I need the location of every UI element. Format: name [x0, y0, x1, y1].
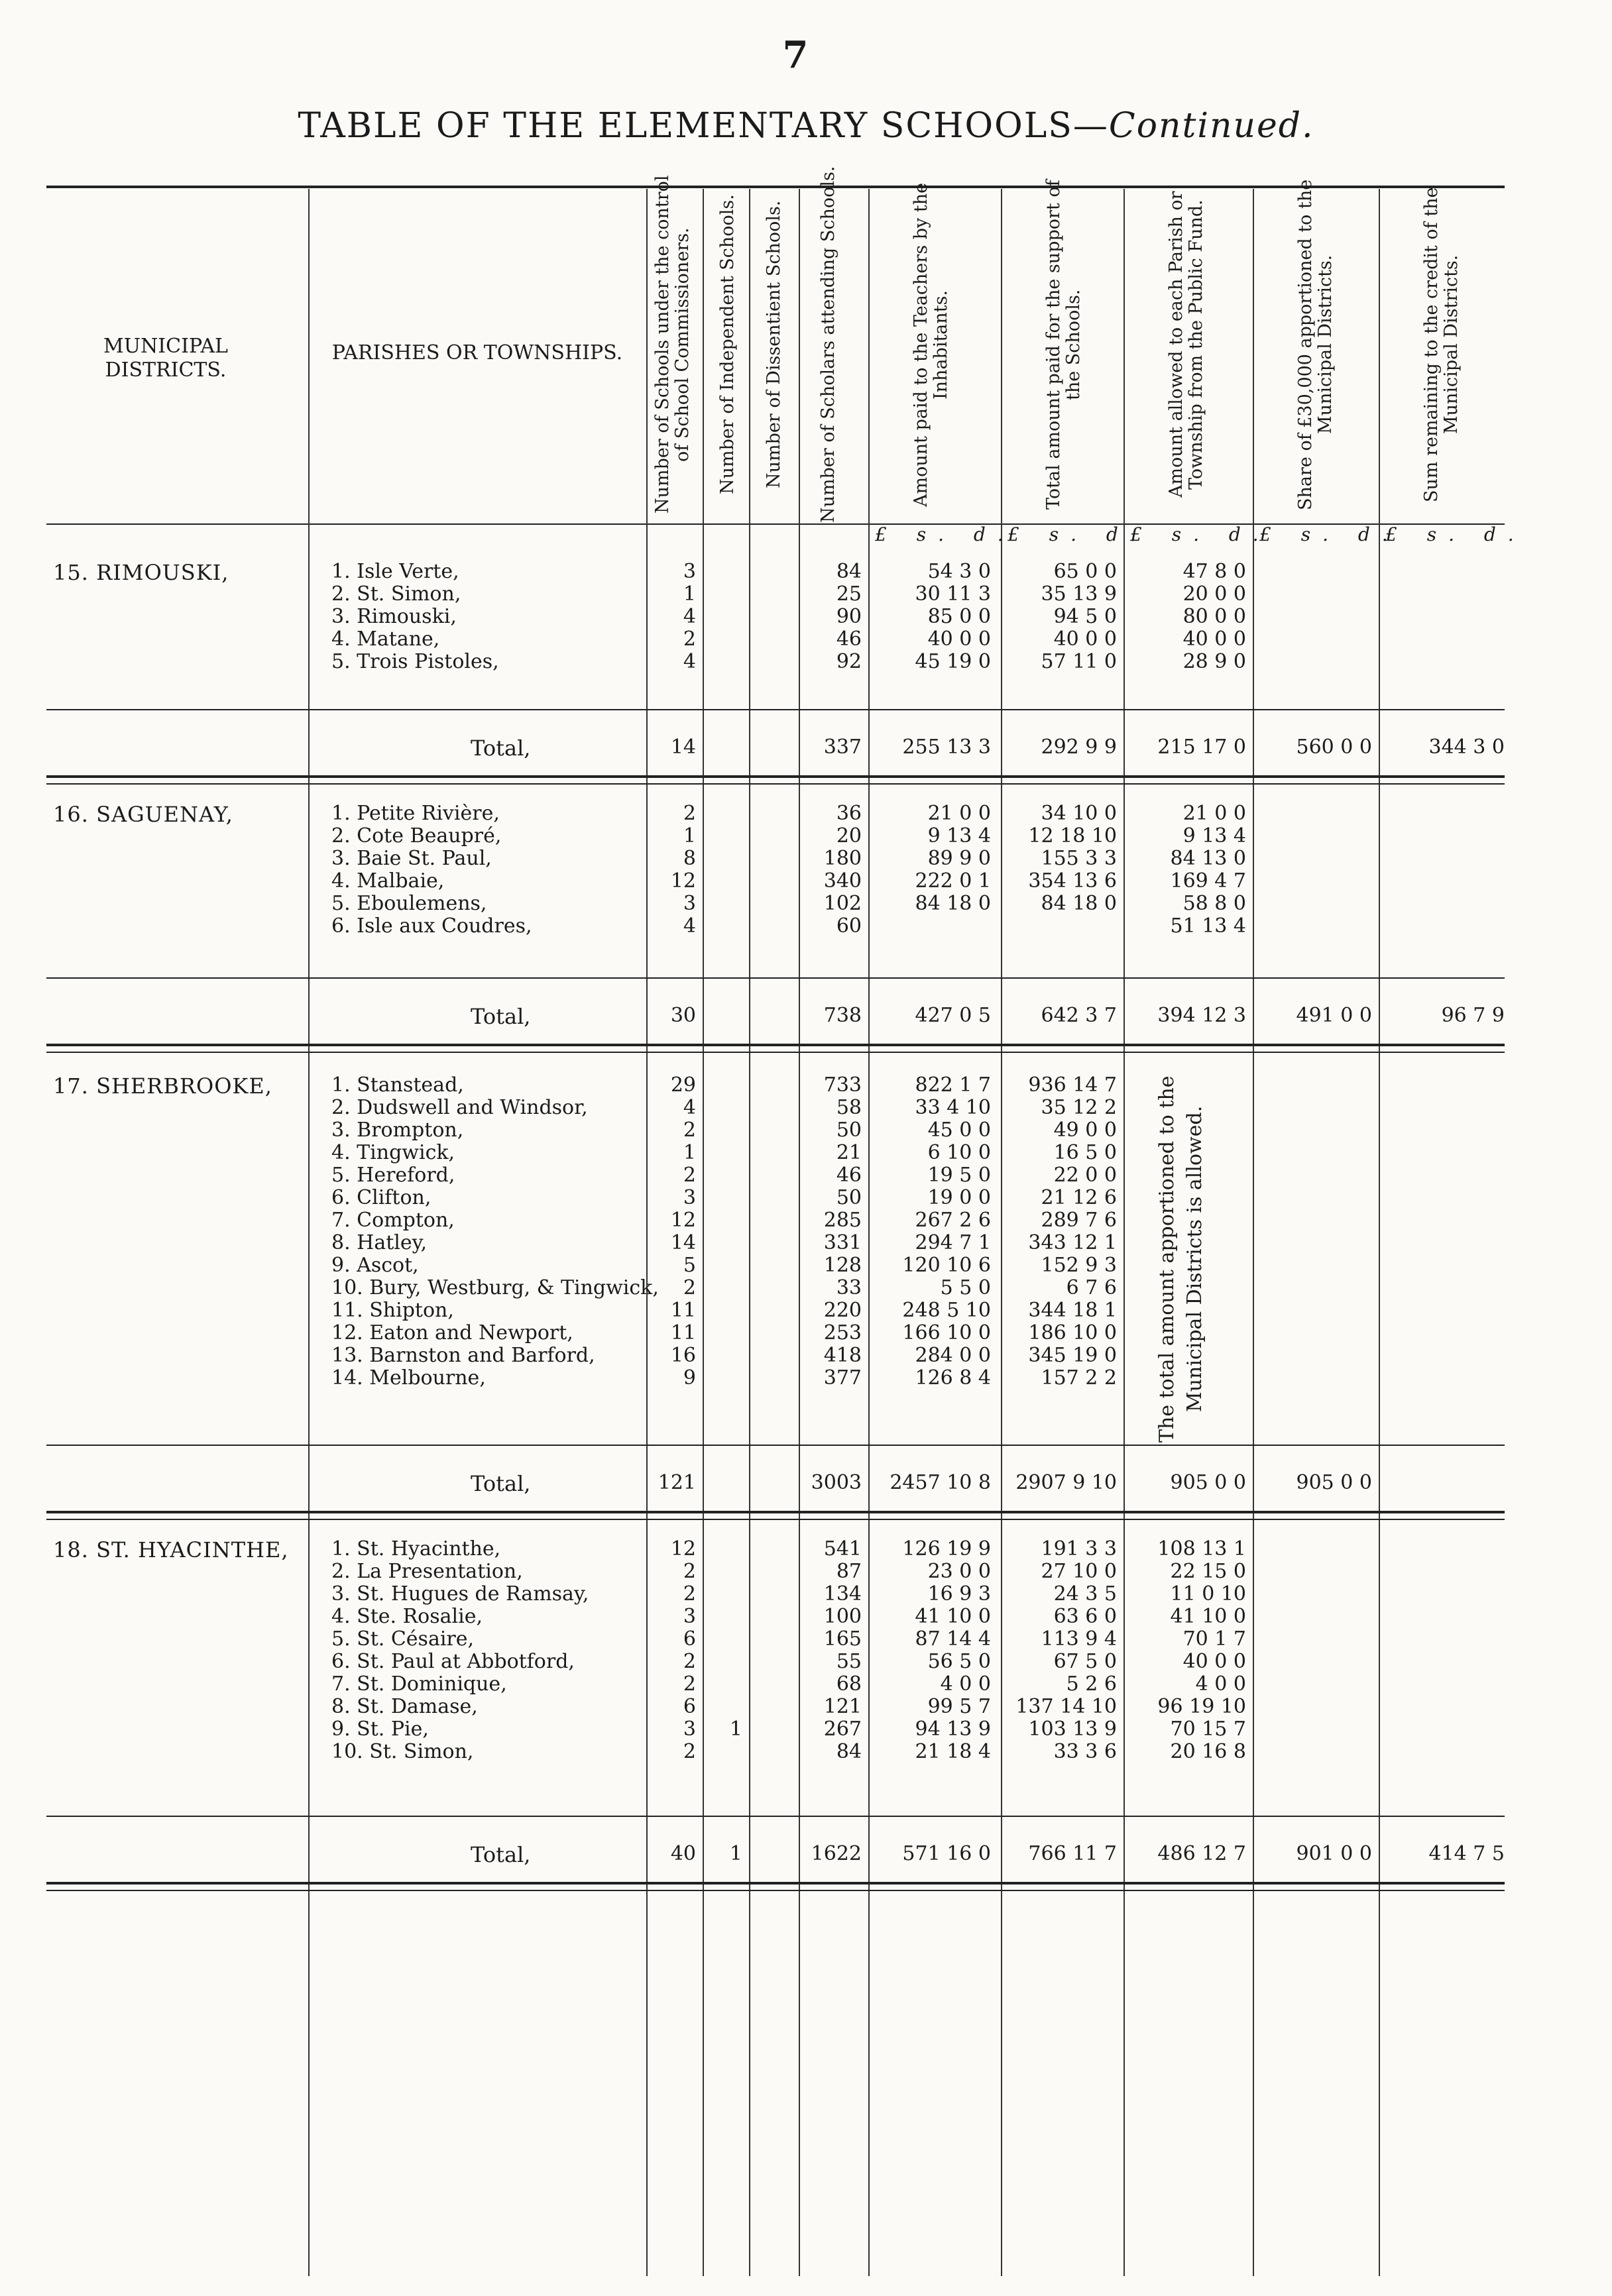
cell-sch: 55	[836, 1650, 862, 1673]
cell-ts: 49 0 0	[1053, 1119, 1117, 1142]
cell-sch: 33	[836, 1276, 862, 1299]
cell-sch: 20	[836, 824, 862, 847]
total-label: Total,	[471, 1471, 531, 1496]
cell-pf: 20 0 0	[1182, 582, 1246, 606]
cell-ts: 6 7 6	[1066, 1276, 1117, 1299]
header-district: MUNICIPAL DISTRICTS.	[103, 335, 228, 382]
total-label: Total,	[471, 1004, 531, 1029]
cell-rem: 96 7 9	[1441, 1004, 1505, 1027]
cell-ts: 344 18 1	[1028, 1299, 1117, 1322]
cell-sc: 4	[683, 650, 696, 673]
cell-ts: 40 0 0	[1053, 628, 1117, 651]
cell-pf: 9 13 4	[1182, 824, 1246, 847]
cell-sch: 165	[823, 1627, 862, 1651]
district-name: 16. SAGUENAY,	[53, 802, 233, 827]
table-row-parish: 1. Isle Verte,	[331, 560, 459, 583]
table-row-parish: 6. St. Paul at Abbotford,	[331, 1650, 575, 1673]
cell-pi: 41 10 0	[915, 1605, 991, 1628]
cell-rem: 414 7 5	[1428, 1842, 1505, 1865]
cell-ts: 289 7 6	[1041, 1209, 1117, 1232]
section-rule	[46, 1445, 1505, 1446]
cell-sc: 121	[658, 1471, 696, 1494]
cell-sch: 377	[823, 1366, 862, 1390]
cell-pf: 169 4 7	[1170, 869, 1246, 893]
title-continued: Continued.	[1108, 106, 1314, 146]
section-rule	[46, 1511, 1505, 1513]
cell-sc: 3	[683, 1718, 696, 1741]
cell-ts: 191 3 3	[1041, 1537, 1117, 1560]
cell-sc: 11	[670, 1321, 696, 1344]
column-line	[1123, 189, 1125, 2276]
cell-pf: 70 1 7	[1182, 1627, 1246, 1651]
cell-pi: 23 0 0	[927, 1560, 991, 1583]
table-row-parish: 2. Dudswell and Windsor,	[331, 1096, 588, 1119]
cell-sc: 2	[683, 628, 696, 651]
cell-pi: 56 5 0	[927, 1650, 991, 1673]
cell-sc: 2	[683, 802, 696, 825]
cell-ts: 157 2 2	[1041, 1366, 1117, 1390]
table-row-parish: 5. Eboulemens,	[331, 892, 487, 915]
header-scholars: Number of Scholars attending Schools.	[818, 166, 838, 523]
cell-share: 491 0 0	[1296, 1004, 1372, 1027]
cell-pf: 486 12 7	[1157, 1842, 1246, 1865]
table-row-parish: 5. Trois Pistoles,	[331, 650, 499, 673]
table-row-parish: 5. Hereford,	[331, 1164, 455, 1187]
cell-pi: 267 2 6	[915, 1209, 991, 1232]
header-public-fund: Amount allowed to each Parish or Township from the Public Fund.	[1166, 191, 1206, 498]
money-units: £ s. d.	[1008, 523, 1148, 545]
cell-pi: 571 16 0	[902, 1842, 991, 1865]
cell-ts: 16 5 0	[1053, 1141, 1117, 1164]
table-row-parish: 8. St. Damase,	[331, 1695, 478, 1718]
cell-sch: 90	[836, 605, 862, 628]
cell-ts: 22 0 0	[1053, 1164, 1117, 1187]
cell-ts: 137 14 10	[1015, 1695, 1117, 1718]
cell-sch: 21	[836, 1141, 862, 1164]
cell-sch: 1622	[811, 1842, 862, 1865]
cell-pi: 45 0 0	[927, 1119, 991, 1142]
cell-ts: 34 10 0	[1041, 802, 1117, 825]
cell-ts: 766 11 7	[1028, 1842, 1117, 1865]
page-number: 7	[782, 33, 809, 77]
cell-pf: 40 0 0	[1182, 628, 1246, 651]
cell-sc: 5	[683, 1254, 696, 1277]
cell-share: 901 0 0	[1296, 1842, 1372, 1865]
cell-ts: 343 12 1	[1028, 1231, 1117, 1254]
table-row-parish: 2. La Presentation,	[331, 1560, 523, 1583]
column-line	[1379, 189, 1380, 2276]
cell-sch: 84	[836, 560, 862, 583]
table-row-parish: 4. Malbaie,	[331, 869, 445, 893]
cell-pi: 84 18 0	[915, 892, 991, 915]
cell-sch: 60	[836, 914, 862, 938]
money-units: £ s. d.	[1259, 523, 1400, 545]
cell-pf: 28 9 0	[1182, 650, 1246, 673]
cell-pi: 294 7 1	[915, 1231, 991, 1254]
cell-sch: 418	[823, 1344, 862, 1367]
cell-ts: 936 14 7	[1028, 1073, 1117, 1097]
section-rule	[46, 977, 1505, 979]
cell-sch: 87	[836, 1560, 862, 1583]
section-rule	[46, 1890, 1505, 1891]
cell-sc: 3	[683, 1605, 696, 1628]
cell-pf: 84 13 0	[1170, 847, 1246, 870]
cell-sc: 2	[683, 1650, 696, 1673]
table-row-parish: 9. St. Pie,	[331, 1718, 429, 1741]
cell-pf: 41 10 0	[1170, 1605, 1246, 1628]
cell-pf: 40 0 0	[1182, 1650, 1246, 1673]
cell-ts: 84 18 0	[1041, 892, 1117, 915]
cell-sch: 46	[836, 628, 862, 651]
cell-ts: 345 19 0	[1028, 1344, 1117, 1367]
cell-pf: 58 8 0	[1182, 892, 1246, 915]
page-title	[0, 106, 1612, 146]
cell-sc: 3	[683, 1186, 696, 1209]
cell-sc: 4	[683, 1096, 696, 1119]
title-main: TABLE OF THE ELEMENTARY SCHOOLS—	[298, 106, 1109, 146]
table-row-parish: 3. Brompton,	[331, 1119, 464, 1142]
column-line	[703, 189, 704, 2276]
header-schools-commissioners: Number of Schools under the control of School Commissioners.	[652, 175, 693, 514]
cell-sch: 220	[823, 1299, 862, 1322]
header-share: Share of £30,000 apportioned to the Municipal Districts.	[1295, 179, 1336, 510]
cell-ts: 354 13 6	[1028, 869, 1117, 893]
cell-share: 560 0 0	[1296, 736, 1372, 759]
cell-pf: 80 0 0	[1182, 605, 1246, 628]
column-line	[308, 189, 310, 2276]
cell-ts: 65 0 0	[1053, 560, 1117, 583]
column-line	[749, 189, 750, 2276]
cell-ts: 21 12 6	[1041, 1186, 1117, 1209]
total-label: Total,	[471, 736, 531, 761]
cell-pi: 126 8 4	[915, 1366, 991, 1390]
cell-sch: 50	[836, 1119, 862, 1142]
section-rule	[46, 1816, 1505, 1817]
cell-sc: 3	[683, 892, 696, 915]
cell-pi: 89 9 0	[927, 847, 991, 870]
total-label: Total,	[471, 1842, 531, 1867]
cell-sch: 285	[823, 1209, 862, 1232]
cell-sc: 8	[683, 847, 696, 870]
cell-sch: 253	[823, 1321, 862, 1344]
cell-sch: 180	[823, 847, 862, 870]
cell-pi: 94 13 9	[915, 1718, 991, 1741]
column-line	[868, 189, 870, 2276]
cell-pi: 822 1 7	[915, 1073, 991, 1097]
cell-sch: 337	[823, 736, 862, 759]
cell-ts: 57 11 0	[1041, 650, 1117, 673]
table-row-parish: 7. St. Dominique,	[331, 1672, 507, 1696]
cell-sch: 331	[823, 1231, 862, 1254]
table-row-parish: 4. Tingwick,	[331, 1141, 455, 1164]
cell-sc: 2	[683, 1582, 696, 1606]
cell-pf: 11 0 10	[1170, 1582, 1246, 1606]
cell-ts: 94 5 0	[1053, 605, 1117, 628]
cell-ts: 186 10 0	[1028, 1321, 1117, 1344]
cell-sc: 2	[683, 1276, 696, 1299]
column-line	[799, 189, 800, 2276]
cell-pi: 2457 10 8	[890, 1471, 991, 1494]
cell-pf: 394 12 3	[1157, 1004, 1246, 1027]
table-row-parish: 5. St. Césaire,	[331, 1627, 475, 1651]
table-row-parish: 3. St. Hugues de Ramsay,	[331, 1582, 589, 1606]
cell-ts: 35 12 2	[1041, 1096, 1117, 1119]
cell-sc: 29	[670, 1073, 696, 1097]
header-remaining: Sum remaining to the credit of the Municipal Districts.	[1421, 187, 1462, 502]
cell-ts: 155 3 3	[1041, 847, 1117, 870]
cell-sch: 134	[823, 1582, 862, 1606]
cell-sc: 14	[670, 1231, 696, 1254]
cell-sch: 68	[836, 1672, 862, 1696]
header-parish: PARISHES OR TOWNSHIPS.	[331, 341, 623, 364]
column-line	[646, 189, 648, 2276]
header-total-support: Total amount paid for the support of the Schools.	[1043, 180, 1084, 510]
header-paid-inhabitants: Amount paid to the Teachers by the Inhabitants.	[911, 182, 951, 507]
cell-sc: 14	[670, 736, 696, 759]
cell-sch: 25	[836, 582, 862, 606]
cell-pi: 6 10 0	[927, 1141, 991, 1164]
cell-ts: 12 18 10	[1028, 824, 1117, 847]
header-dissentient: Number of Dissentient Schools.	[764, 200, 784, 489]
table-row-parish: 14. Melbourne,	[331, 1366, 486, 1390]
cell-pf: 215 17 0	[1157, 736, 1246, 759]
cell-ts: 24 3 5	[1053, 1582, 1117, 1606]
cell-ts: 113 9 4	[1041, 1627, 1117, 1651]
cell-sc: 30	[670, 1004, 696, 1027]
cell-sch: 121	[823, 1695, 862, 1718]
table-row-parish: 2. St. Simon,	[331, 582, 461, 606]
table-row-parish: 6. Isle aux Coudres,	[331, 914, 532, 938]
cell-pf: 96 19 10	[1157, 1695, 1246, 1718]
cell-pi: 54 3 0	[927, 560, 991, 583]
table-row-parish: 3. Rimouski,	[331, 605, 457, 628]
cell-sch: 50	[836, 1186, 862, 1209]
cell-sc: 2	[683, 1672, 696, 1696]
money-units: £ s. d.	[1385, 523, 1526, 545]
cell-pi: 45 19 0	[915, 650, 991, 673]
cell-sch: 58	[836, 1096, 862, 1119]
cell-sc: 16	[670, 1344, 696, 1367]
cell-ts: 292 9 9	[1041, 736, 1117, 759]
cell-ts: 63 6 0	[1053, 1605, 1117, 1628]
cell-sc: 2	[683, 1164, 696, 1187]
cell-sc: 4	[683, 914, 696, 938]
cell-pf: 51 13 4	[1170, 914, 1246, 938]
cell-sch: 128	[823, 1254, 862, 1277]
section-rule	[46, 1882, 1505, 1885]
section-rule	[46, 1044, 1505, 1046]
table-row-parish: 2. Cote Beaupré,	[331, 824, 502, 847]
table-row-parish: 9. Ascot,	[331, 1254, 419, 1277]
section-rule	[46, 1052, 1505, 1053]
cell-sc: 1	[683, 824, 696, 847]
cell-sch: 36	[836, 802, 862, 825]
table-row-parish: 10. Bury, Westburg, & Tingwick,	[331, 1276, 659, 1299]
cell-pi: 126 19 9	[902, 1537, 991, 1560]
cell-ts: 5 2 6	[1066, 1672, 1117, 1696]
cell-pi: 33 4 10	[915, 1096, 991, 1119]
cell-ts: 33 3 6	[1053, 1740, 1117, 1763]
cell-sch: 84	[836, 1740, 862, 1763]
section-rule	[46, 709, 1505, 710]
section-rule	[46, 775, 1505, 778]
cell-pi: 19 0 0	[927, 1186, 991, 1209]
cell-sc: 40	[670, 1842, 696, 1865]
cell-pi: 5 5 0	[940, 1276, 991, 1299]
cell-pi: 255 13 3	[902, 736, 991, 759]
cell-pf: 905 0 0	[1170, 1471, 1246, 1494]
table-row-parish: 4. Matane,	[331, 628, 440, 651]
table-row-parish: 13. Barnston and Barford,	[331, 1344, 595, 1367]
cell-pf: 70 15 7	[1170, 1718, 1246, 1741]
cell-pi: 40 0 0	[927, 628, 991, 651]
cell-pi: 427 0 5	[915, 1004, 991, 1027]
table-row-parish: 3. Baie St. Paul,	[331, 847, 492, 870]
cell-pf: 47 8 0	[1182, 560, 1246, 583]
cell-ind: 1	[729, 1718, 742, 1741]
table-row-parish: 6. Clifton,	[331, 1186, 432, 1209]
cell-pi: 166 10 0	[902, 1321, 991, 1344]
cell-sch: 738	[823, 1004, 862, 1027]
cell-sch: 46	[836, 1164, 862, 1187]
cell-pf: 21 0 0	[1182, 802, 1246, 825]
cell-sch: 100	[823, 1605, 862, 1628]
cell-sch: 340	[823, 869, 862, 893]
cell-pi: 99 5 7	[927, 1695, 991, 1718]
cell-sch: 3003	[811, 1471, 862, 1494]
table-row-parish: 12. Eaton and Newport,	[331, 1321, 573, 1344]
cell-ts: 2907 9 10	[1015, 1471, 1117, 1494]
cell-pi: 9 13 4	[927, 824, 991, 847]
cell-ind: 1	[729, 1842, 742, 1865]
section-rule	[46, 1519, 1505, 1520]
cell-sc: 11	[670, 1299, 696, 1322]
header-independent: Number of Independent Schools.	[717, 194, 738, 495]
money-units: £ s. d.	[875, 523, 1015, 545]
table-row-parish: 1. St. Hyacinthe,	[331, 1537, 501, 1560]
cell-pi: 19 5 0	[927, 1164, 991, 1187]
cell-pf: 22 15 0	[1170, 1560, 1246, 1583]
cell-rem: 344 3 0	[1428, 736, 1505, 759]
cell-ts: 642 3 7	[1041, 1004, 1117, 1027]
cell-pi: 248 5 10	[902, 1299, 991, 1322]
cell-pi: 87 14 4	[915, 1627, 991, 1651]
table-row-parish: 7. Compton,	[331, 1209, 455, 1232]
cell-ts: 103 13 9	[1028, 1718, 1117, 1741]
cell-sc: 2	[683, 1740, 696, 1763]
cell-ts: 152 9 3	[1041, 1254, 1117, 1277]
district-name: 18. ST. HYACINTHE,	[53, 1537, 289, 1562]
cell-share: 905 0 0	[1296, 1471, 1372, 1494]
cell-sc: 1	[683, 582, 696, 606]
cell-pi: 4 0 0	[940, 1672, 991, 1696]
cell-pi: 284 0 0	[915, 1344, 991, 1367]
cell-sch: 102	[823, 892, 862, 915]
section-rule	[46, 783, 1505, 785]
sherbrooke-note: The total amount apportioned to the Municipal Districts is allowed.	[1155, 1075, 1206, 1443]
cell-pi: 16 9 3	[927, 1582, 991, 1606]
cell-pf: 20 16 8	[1170, 1740, 1246, 1763]
cell-sc: 6	[683, 1627, 696, 1651]
cell-sch: 267	[823, 1718, 862, 1741]
table-row-parish: 8. Hatley,	[331, 1231, 428, 1254]
cell-sc: 4	[683, 605, 696, 628]
column-line	[1001, 189, 1002, 2276]
table-row-parish: 11. Shipton,	[331, 1299, 454, 1322]
cell-pf: 108 13 1	[1157, 1537, 1246, 1560]
cell-sc: 1	[683, 1141, 696, 1164]
table-row-parish: 4. Ste. Rosalie,	[331, 1605, 483, 1628]
cell-sc: 2	[683, 1119, 696, 1142]
cell-pi: 222 0 1	[915, 869, 991, 893]
cell-pi: 120 10 6	[902, 1254, 991, 1277]
cell-sch: 541	[823, 1537, 862, 1560]
cell-sch: 733	[823, 1073, 862, 1097]
cell-sc: 12	[670, 869, 696, 893]
cell-sc: 12	[670, 1537, 696, 1560]
cell-sc: 9	[683, 1366, 696, 1390]
cell-ts: 35 13 9	[1041, 582, 1117, 606]
cell-pi: 85 0 0	[927, 605, 991, 628]
cell-pi: 21 0 0	[927, 802, 991, 825]
cell-sc: 3	[683, 560, 696, 583]
money-units: £ s. d.	[1130, 523, 1271, 545]
cell-ts: 27 10 0	[1041, 1560, 1117, 1583]
cell-ts: 67 5 0	[1053, 1650, 1117, 1673]
cell-sc: 6	[683, 1695, 696, 1718]
district-name: 17. SHERBROOKE,	[53, 1073, 272, 1099]
cell-pi: 30 11 3	[915, 582, 991, 606]
cell-sc: 12	[670, 1209, 696, 1232]
cell-sch: 92	[836, 650, 862, 673]
table-row-parish: 1. Petite Rivière,	[331, 802, 500, 825]
district-name: 15. RIMOUSKI,	[53, 560, 229, 585]
cell-sc: 2	[683, 1560, 696, 1583]
cell-pf: 4 0 0	[1195, 1672, 1246, 1696]
cell-pi: 21 18 4	[915, 1740, 991, 1763]
table-row-parish: 10. St. Simon,	[331, 1740, 474, 1763]
table-row-parish: 1. Stanstead,	[331, 1073, 464, 1097]
